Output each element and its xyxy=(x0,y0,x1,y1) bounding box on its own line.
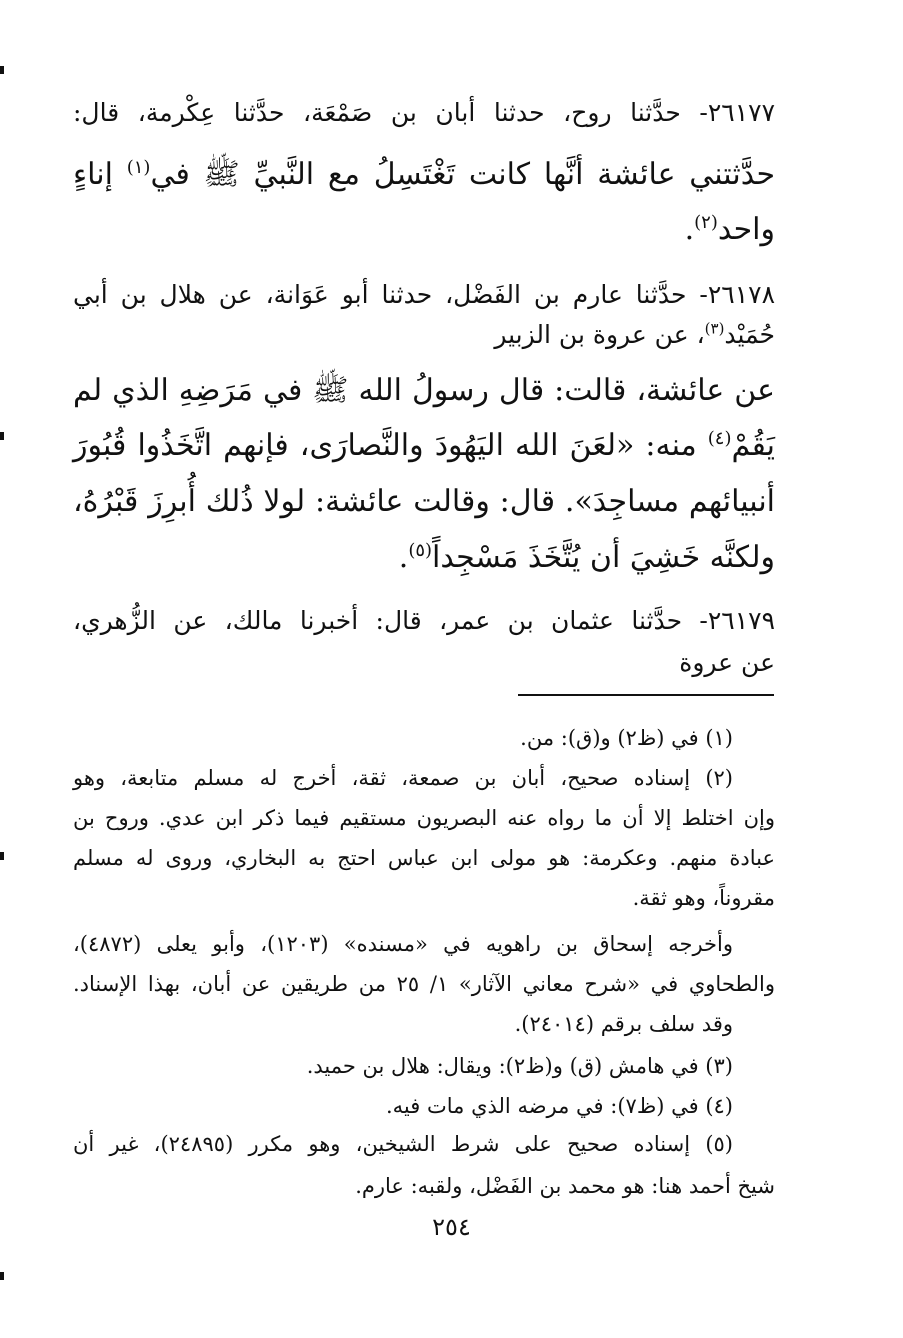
hadith-26177-matn-line: واحد$^{(٢)}$. xyxy=(684,212,775,247)
scan-edge-mark xyxy=(0,852,4,860)
footnote-ref: (٥) xyxy=(408,540,433,561)
footnote-ref: (١) xyxy=(126,157,151,178)
hadith-26177-matn-line: حدَّثتني عائشة أنَّها كانت تَغْتَسِلُ مع النَّبيِّ ﷺ في$^{(١)}$ إناءٍ xyxy=(73,157,775,192)
footnote-ref: (٢) xyxy=(694,212,718,233)
hadith-26178-matn-line: يَقُمْ$^{(٤)}$ منه: «لعَنَ الله اليَهُودَ والنَّصارَى، فإنهم اتَّخَذُوا قُبُورَ xyxy=(73,428,775,463)
hadith-26178-isnad-line: حُمَيْد$^{(٣)}$، عن عروة بن الزبير xyxy=(494,319,775,349)
page-number: ٢٥٤ xyxy=(432,1213,471,1241)
scan-edge-mark xyxy=(0,432,4,440)
scan-edge-mark xyxy=(0,1272,4,1280)
footnote-separator xyxy=(518,694,774,696)
footnote-ref: (٤) xyxy=(707,428,732,449)
hadith-26178-matn-line: أنبيائهم مساجِدَ». قال: وقالت عائشة: لولا ذُلك أُبرِزَ قَبْرُهُ، xyxy=(73,484,775,519)
footnote-5-line: شيخ أحمد هنا: هو محمد بن الفَضْل، ولقبه: عارم. xyxy=(355,1174,775,1198)
footnote-1: (١) في (ظ٢) و(ق): من. xyxy=(520,726,733,750)
footnote-2-line: والطحاوي في «شرح معاني الآثار» ١/ ٢٥ من طريقين عن أبان، بهذا الإسناد. xyxy=(73,972,775,996)
footnote-2-line: وقد سلف برقم (٢٤٠١٤). xyxy=(514,1012,733,1036)
footnote-4: (٤) في (ظ٧): في مرضه الذي مات فيه. xyxy=(386,1094,733,1118)
footnote-3: (٣) في هامش (ق) و(ظ٢): ويقال: هلال بن حميد. xyxy=(306,1054,733,1078)
footnote-5-line: (٥) إسناده صحيح على شرط الشيخين، وهو مكرر (٢٤٨٩٥)، غير أن xyxy=(73,1132,733,1156)
hadith-26177-isnad: ٢٦١٧٧- حدَّثنا روح، حدثنا أبان بن صَمْعَة، حدَّثنا عِكْرمة، قال: xyxy=(73,98,775,127)
footnote-2-line: عبادة منهم. وعكرمة: هو مولى ابن عباس احتج به البخاري، وروى له مسلم xyxy=(73,846,775,870)
hadith-26178-matn-line: ولكنَّه خَشِيَ أن يُتَّخَذَ مَسْجِداً$^{(٥)}$. xyxy=(398,540,775,575)
hadith-26179-isnad-line: عن عروة xyxy=(679,648,775,677)
hadith-26179-isnad: ٢٦١٧٩- حدَّثنا عثمان بن عمر، قال: أخبرنا مالك، عن الزُّهري، xyxy=(73,606,775,635)
footnote-2-line: وإن اختلط إلا أن ما رواه عنه البصريون مستقيم فيما ذكر ابن عدي. وروح بن xyxy=(73,806,775,830)
footnote-2-line: مقروناً، وهو ثقة. xyxy=(632,886,775,910)
footnote-ref: (٣) xyxy=(704,319,725,338)
hadith-26178-isnad: ٢٦١٧٨- حدَّثنا عارم بن الفَضْل، حدثنا أبو عَوَانة، عن هلال بن أبي xyxy=(73,280,775,309)
hadith-26178-matn-line: عن عائشة، قالت: قال رسولُ الله ﷺ في مَرَضِهِ الذي لم xyxy=(73,373,775,408)
scan-edge-mark xyxy=(0,66,4,74)
footnote-2-line: (٢) إسناده صحيح، أبان بن صمعة، ثقة، أخرج له مسلم متابعة، وهو xyxy=(73,766,733,790)
footnote-2-line: وأخرجه إسحاق بن راهويه في «مسنده» (١٢٠٣)، وأبو يعلى (٤٨٧٢)، xyxy=(73,932,733,956)
